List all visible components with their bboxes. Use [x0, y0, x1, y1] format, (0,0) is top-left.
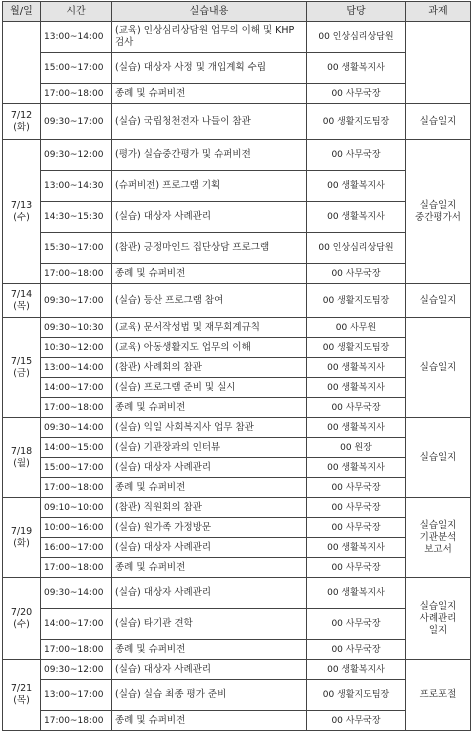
- table-row: [3, 84, 471, 104]
- table-row: [3, 660, 471, 680]
- content-cell: (실습) 대상자 사례관리: [112, 458, 307, 478]
- responsible-cell: 00 사무원: [307, 318, 406, 338]
- time-cell: 10:00~16:00: [41, 518, 112, 538]
- content-cell: (참관) 사례회의 참관: [112, 358, 307, 378]
- date-cell: [3, 22, 41, 104]
- responsible-cell: 00 사무국장: [307, 558, 406, 578]
- responsible-cell: 00 원장: [307, 438, 406, 458]
- content-cell: 종례 및 슈퍼비전: [112, 84, 307, 104]
- content-cell: (실습) 기관장과의 인터뷰: [112, 438, 307, 458]
- time-cell: 13:00~14:00: [41, 22, 112, 53]
- table-row: [3, 104, 471, 140]
- task-cell: 실습일지: [406, 418, 471, 498]
- table-row: [3, 171, 471, 202]
- content-cell: (실습) 대상자 사례관리: [112, 660, 307, 680]
- responsible-cell: 00 사무국장: [307, 264, 406, 284]
- content-cell: (실습) 타기관 견학: [112, 609, 307, 640]
- content-cell: (실습) 대상자 사례관리: [112, 538, 307, 558]
- content-cell: (실습) 국립청천전자 나들이 참관: [112, 104, 307, 140]
- time-cell: 13:00~14:00: [41, 358, 112, 378]
- table-row: [3, 338, 471, 358]
- time-cell: 15:00~17:00: [41, 458, 112, 478]
- time-cell: 14:00~15:00: [41, 438, 112, 458]
- header-date: 월/일: [3, 2, 41, 22]
- task-cell: 실습일지: [406, 284, 471, 318]
- table-row: [3, 711, 471, 731]
- responsible-cell: 00 사무국장: [307, 140, 406, 171]
- responsible-cell: 00 인상심리상담원: [307, 233, 406, 264]
- table-row: [3, 498, 471, 518]
- content-cell: 종례 및 슈퍼비전: [112, 711, 307, 731]
- content-cell: (실습) 실습 최종 평가 준비: [112, 680, 307, 711]
- task-cell: 실습일지: [406, 318, 471, 418]
- time-cell: 17:00~18:00: [41, 264, 112, 284]
- content-cell: (실습) 대상자 사례관리: [112, 202, 307, 233]
- table-row: [3, 558, 471, 578]
- content-cell: (교육) 아동생활지도 업무의 이해: [112, 338, 307, 358]
- table-row: [3, 578, 471, 609]
- time-cell: 17:00~18:00: [41, 478, 112, 498]
- table-row: [3, 458, 471, 478]
- time-cell: 14:00~17:00: [41, 378, 112, 398]
- table-row: [3, 378, 471, 398]
- time-cell: 09:30~17:00: [41, 104, 112, 140]
- content-cell: (교육) 문서작성법 및 재무회계규칙: [112, 318, 307, 338]
- header-content: 실습내용: [112, 2, 307, 22]
- table-row: [3, 478, 471, 498]
- table-row: [3, 140, 471, 171]
- content-cell: 종례 및 슈퍼비전: [112, 558, 307, 578]
- task-cell: 실습일지 중간평가서: [406, 140, 471, 284]
- time-cell: 09:30~14:00: [41, 578, 112, 609]
- content-cell: (참관) 긍정마인드 집단상담 프로그램: [112, 233, 307, 264]
- content-cell: 종례 및 슈퍼비전: [112, 264, 307, 284]
- table-row: [3, 318, 471, 338]
- content-cell: (참관) 직원회의 참관: [112, 498, 307, 518]
- table-row: [3, 358, 471, 378]
- table-row: [3, 680, 471, 711]
- time-cell: 17:00~18:00: [41, 84, 112, 104]
- date-cell: 7/18 (월): [3, 418, 41, 498]
- date-cell: 7/14 (목): [3, 284, 41, 318]
- content-cell: 종례 및 슈퍼비전: [112, 398, 307, 418]
- content-cell: (실습) 등산 프로그램 참여: [112, 284, 307, 318]
- table-row: [3, 233, 471, 264]
- date-cell: 7/19 (화): [3, 498, 41, 578]
- header-row: [3, 2, 471, 22]
- date-cell: 7/21 (목): [3, 660, 41, 731]
- header-time: 시간: [41, 2, 112, 22]
- time-cell: 10:30~12:00: [41, 338, 112, 358]
- table-row: [3, 538, 471, 558]
- task-cell: [406, 22, 471, 104]
- responsible-cell: 00 사무국장: [307, 518, 406, 538]
- responsible-cell: 00 생활복지사: [307, 538, 406, 558]
- table-row: [3, 640, 471, 660]
- table-row: [3, 22, 471, 53]
- time-cell: 09:30~12:00: [41, 660, 112, 680]
- date-cell: 7/13 (수): [3, 140, 41, 284]
- content-cell: (실습) 대상자 사정 및 개입계획 수립: [112, 53, 307, 84]
- time-cell: 17:00~18:00: [41, 640, 112, 660]
- time-cell: 09:30~14:00: [41, 418, 112, 438]
- content-cell: (실습) 대상자 사례관리: [112, 578, 307, 609]
- time-cell: 09:30~17:00: [41, 284, 112, 318]
- content-cell: (평가) 실습중간평가 및 슈퍼비전: [112, 140, 307, 171]
- task-cell: 실습일지 기관분석 보고서: [406, 498, 471, 578]
- table-row: [3, 264, 471, 284]
- responsible-cell: 00 인상심리상담원: [307, 22, 406, 53]
- responsible-cell: 00 생활지도팀장: [307, 680, 406, 711]
- date-cell: 7/12 (화): [3, 104, 41, 140]
- responsible-cell: 00 생활복지사: [307, 202, 406, 233]
- time-cell: 17:00~18:00: [41, 398, 112, 418]
- table-row: [3, 53, 471, 84]
- responsible-cell: 00 생활복지사: [307, 358, 406, 378]
- table-row: [3, 284, 471, 318]
- responsible-cell: 00 사무국장: [307, 398, 406, 418]
- content-cell: (교육) 인상심리상담원 업무의 이해 및 KHP 검사: [112, 22, 307, 53]
- schedule-table: [2, 1, 471, 731]
- date-cell: 7/15 (금): [3, 318, 41, 418]
- header-task: 과제: [406, 2, 471, 22]
- table-row: [3, 518, 471, 538]
- time-cell: 13:00~14:30: [41, 171, 112, 202]
- responsible-cell: 00 생활복지사: [307, 378, 406, 398]
- table-row: [3, 202, 471, 233]
- time-cell: 09:30~10:30: [41, 318, 112, 338]
- task-cell: 실습일지 사례관리 일지: [406, 578, 471, 660]
- content-cell: (실습) 프로그램 준비 및 실시: [112, 378, 307, 398]
- content-cell: 종례 및 슈퍼비전: [112, 478, 307, 498]
- table-row: [3, 438, 471, 458]
- time-cell: 17:00~18:00: [41, 711, 112, 731]
- responsible-cell: 00 사무국장: [307, 711, 406, 731]
- responsible-cell: 00 생활복지사: [307, 53, 406, 84]
- time-cell: 15:30~17:00: [41, 233, 112, 264]
- table-row: [3, 609, 471, 640]
- responsible-cell: 00 사무국장: [307, 84, 406, 104]
- content-cell: 종례 및 슈퍼비전: [112, 640, 307, 660]
- table-row: [3, 418, 471, 438]
- task-cell: 프로포절: [406, 660, 471, 731]
- task-cell: 실습일지: [406, 104, 471, 140]
- table-row: [3, 398, 471, 418]
- responsible-cell: 00 생활복지사: [307, 660, 406, 680]
- header-responsible: 담당: [307, 2, 406, 22]
- time-cell: 17:00~18:00: [41, 558, 112, 578]
- responsible-cell: 00 사무국장: [307, 478, 406, 498]
- time-cell: 09:30~12:00: [41, 140, 112, 171]
- responsible-cell: 00 사무국장: [307, 498, 406, 518]
- time-cell: 09:10~10:00: [41, 498, 112, 518]
- time-cell: 14:00~17:00: [41, 609, 112, 640]
- responsible-cell: 00 생활복지사: [307, 171, 406, 202]
- time-cell: 15:00~17:00: [41, 53, 112, 84]
- responsible-cell: 00 생활지도팀장: [307, 104, 406, 140]
- time-cell: 13:00~17:00: [41, 680, 112, 711]
- responsible-cell: 00 생활복지사: [307, 458, 406, 478]
- date-cell: 7/20 (수): [3, 578, 41, 660]
- responsible-cell: 00 생활복지사: [307, 578, 406, 609]
- responsible-cell: 00 생활복지사: [307, 418, 406, 438]
- responsible-cell: 00 사무국장: [307, 609, 406, 640]
- content-cell: (슈퍼비전) 프로그램 기획: [112, 171, 307, 202]
- content-cell: (실습) 원가족 가정방문: [112, 518, 307, 538]
- responsible-cell: 00 사무국장: [307, 640, 406, 660]
- content-cell: (실습) 익일 사회복지사 업무 참관: [112, 418, 307, 438]
- time-cell: 16:00~17:00: [41, 538, 112, 558]
- responsible-cell: 00 생활지도팀장: [307, 338, 406, 358]
- responsible-cell: 00 생활지도팀장: [307, 284, 406, 318]
- time-cell: 14:30~15:30: [41, 202, 112, 233]
